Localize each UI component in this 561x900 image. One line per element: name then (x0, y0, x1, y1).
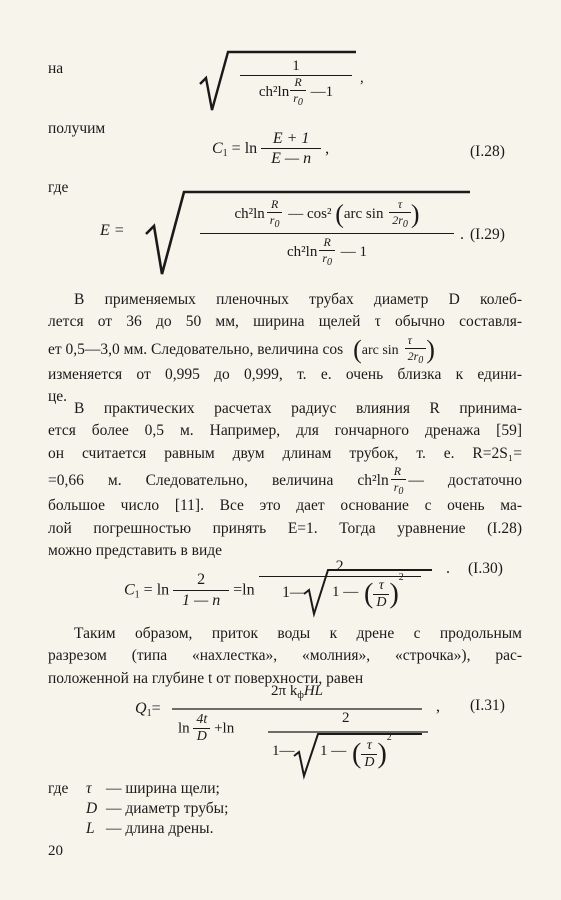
eq-1-30-lhs-sub: 1 (134, 589, 140, 601)
eq-1-29 (200, 198, 454, 269)
eq-1-29-den-ch: ch²ln (287, 243, 318, 260)
p2-line-4a: =0,66 м. Следовательно, величина ch²ln (48, 472, 389, 490)
eq-root-top-r0: r (293, 91, 298, 106)
word-na: на (48, 60, 64, 77)
p3-line-3: положенной на глубине t от поверхности, равен (48, 669, 364, 687)
eq-1-30-num1: 2 (173, 571, 229, 590)
eq-1-31-one: 1— (272, 743, 295, 759)
eq-1-30-eq2: =ln (233, 581, 255, 599)
eq-1-29-tau: τ (389, 198, 411, 213)
p3-line-2: разрезом (типа «нахлестка», «молния», «строчка»), рас- (48, 647, 522, 665)
p2-frac-r0-sub: 0 (398, 485, 404, 497)
eq-1-28-den: E — n (271, 150, 312, 168)
eq-1-31-inner-one: 1 — (320, 743, 347, 759)
eq-1-31-f-num: 4t (193, 712, 210, 729)
p2-line-3: он считается равным двум длинам трубок, т. е. R=2S₁= (48, 444, 522, 462)
eq-1-29-2r0-sub: 0 (402, 218, 408, 230)
p2-line-2: ется более 0,5 м. Например, для гончарного дренажа [59] (48, 422, 522, 440)
eq-1-28-tail: , (325, 139, 330, 157)
eq-root-top (240, 58, 352, 109)
eq-1-28-number: (I.28) (470, 143, 505, 160)
legend-sym-2: D (86, 800, 98, 817)
eq-1-31-sq: 2 (386, 732, 392, 743)
p2-frac-r0: r (393, 479, 399, 494)
eq-1-29-den-tail: — 1 (340, 243, 367, 260)
eq-1-30-eq1: = ln (143, 581, 170, 599)
eq-1-28 (212, 130, 329, 169)
eq-root-top-num: 1 (240, 58, 352, 76)
eq-1-29-r0-sub: 0 (274, 218, 280, 230)
p1-line-2: лется от 36 до 50 мм, ширина щелей τ обычно составля- (48, 313, 522, 331)
eq-1-31-lhs (135, 700, 161, 719)
eq-1-28-lhs-sub: 1 (222, 147, 228, 159)
eq-1-30-D: D (376, 594, 387, 610)
p2-line-4b: — достаточно (408, 472, 522, 490)
eq-1-30-den1: 1 — n (182, 591, 221, 609)
eq-root-top-r0-sub: 0 (297, 97, 303, 109)
eq-1-31-num-sub: ф (297, 690, 304, 701)
eq-1-31-comma: , (436, 698, 440, 715)
eq-1-29-minus-cos: — cos² (288, 205, 332, 222)
eq-1-30-inner (332, 584, 358, 601)
eq-1-31-rparen: ) (377, 738, 387, 770)
paragraph-1 (48, 289, 522, 409)
paragraph-2 (48, 398, 522, 562)
eq-1-29-period: . (460, 226, 464, 243)
paragraph-3 (48, 623, 522, 690)
eq-1-31-paren (352, 732, 392, 772)
eq-1-29-r0: r (269, 212, 275, 227)
eq-1-29-2r0: 2r (392, 212, 403, 227)
eq-1-29-arcsin: arc sin (343, 205, 384, 222)
legend-sym-3: L (86, 820, 95, 837)
page-number: 20 (48, 843, 63, 859)
eq-1-30-tau: τ (373, 578, 389, 595)
eq-1-28-num: E + 1 (261, 130, 321, 149)
eq-1-28-eq: = (231, 139, 241, 157)
eq-1-31-D: D (364, 754, 375, 770)
word-poluchim: получим (48, 120, 106, 137)
eq-1-30-num2: 2 (259, 558, 421, 577)
eq-1-28-ln: ln (244, 139, 258, 157)
eq-1-29-rparen: ) (410, 199, 420, 229)
eq-root-top-tail: —1 (306, 84, 334, 101)
eq-1-31-num (271, 683, 323, 701)
p1-line-4: изменяется от 0,995 до 0,999, т. е. очень близка к едини- (48, 365, 522, 383)
p2-line-1: В практических расчетах радиус влияния R принима- (74, 400, 522, 417)
p2-line-7: можно представить в виде (48, 541, 223, 559)
eq-1-31-ln1: ln (178, 720, 190, 737)
eq-1-29-ch: ch²ln (234, 205, 265, 222)
eq-1-30-inner-one: 1 — (332, 584, 359, 600)
p1-line-3: ет 0,5—3,0 мм. Следовательно, величина cos (48, 340, 344, 358)
eq-1-31-num-tail: HL (303, 683, 323, 699)
eq-1-29-number: (I.29) (470, 226, 505, 243)
eq-1-30-lhs: C (124, 581, 135, 599)
p1-cos-tau: τ (405, 334, 427, 349)
eq-1-30-paren (364, 572, 404, 612)
p1-cos-2r0: 2r (407, 348, 419, 363)
eq-1-31-num-text: 2π k (271, 683, 298, 699)
p1-cos-arcsin: arc sin (361, 342, 399, 358)
eq-1-29-den-r0-sub: 0 (327, 256, 332, 268)
eq-1-31-lhs-sub: 1 (146, 708, 152, 719)
eq-1-29-den-r0: r (322, 250, 327, 265)
eq-1-29-lhs (100, 222, 125, 240)
p1-line-1: В применяемых пленочных трубах диаметр D колеб- (74, 291, 522, 308)
eq-1-29-lparen: ( (335, 199, 344, 229)
eq-root-top-comma: , (360, 70, 364, 86)
word-gde: где (48, 179, 69, 196)
p2-line-5: большое число [11]. Все это дает основание с очень ма- (48, 497, 522, 515)
legend-sym-1: τ (86, 780, 92, 797)
eq-root-top-ch: ch²ln (258, 84, 290, 101)
eq-1-31-lparen: ( (352, 738, 362, 770)
eq-1-29-lhs-text: E = (100, 222, 125, 239)
legend-text-3: — длина дрены. (106, 820, 214, 837)
legend-text-2: — диаметр трубы; (106, 800, 229, 817)
eq-root-top-R: R (290, 76, 306, 91)
eq-1-31-tau: τ (361, 738, 377, 755)
p1-line-5: це. (48, 388, 68, 406)
legend-text-1: — ширина щели; (106, 780, 220, 797)
p2-frac-R: R (391, 465, 407, 480)
eq-1-30-sq: 2 (398, 572, 404, 583)
eq-1-30-number: (I.30) (468, 560, 503, 577)
eq-1-31-eq: = (151, 700, 161, 717)
p1-cos-lparen: ( (353, 334, 362, 364)
eq-1-30-one: 1— (282, 584, 306, 601)
legend-gde: где (48, 780, 69, 797)
p3-line-1: Таким образом, приток воды к дрене с продольным (74, 625, 522, 642)
eq-1-31-f-den: D (196, 729, 207, 745)
eq-1-31-lhs-text: Q (135, 700, 147, 717)
eq-1-31-den-left (178, 712, 234, 746)
p2-line-6: лой погрешностью принять E=1. Тогда уравнение (I.28) (48, 519, 522, 537)
eq-1-31-plus-ln: +ln (214, 720, 235, 737)
legend (48, 779, 228, 839)
eq-1-30-period: . (446, 560, 450, 577)
eq-1-29-den-R: R (319, 236, 335, 251)
eq-1-30-lparen: ( (364, 578, 374, 610)
eq-1-31-num2: 2 (342, 710, 350, 726)
p1-cos-rparen: ) (426, 334, 435, 364)
eq-1-29-R: R (267, 198, 283, 213)
p1-cos-2r0-sub: 0 (418, 354, 424, 366)
eq-1-28-lhs: C (212, 139, 223, 157)
eq-1-30-rparen: ) (389, 578, 399, 610)
eq-1-31-number: (I.31) (470, 697, 505, 714)
